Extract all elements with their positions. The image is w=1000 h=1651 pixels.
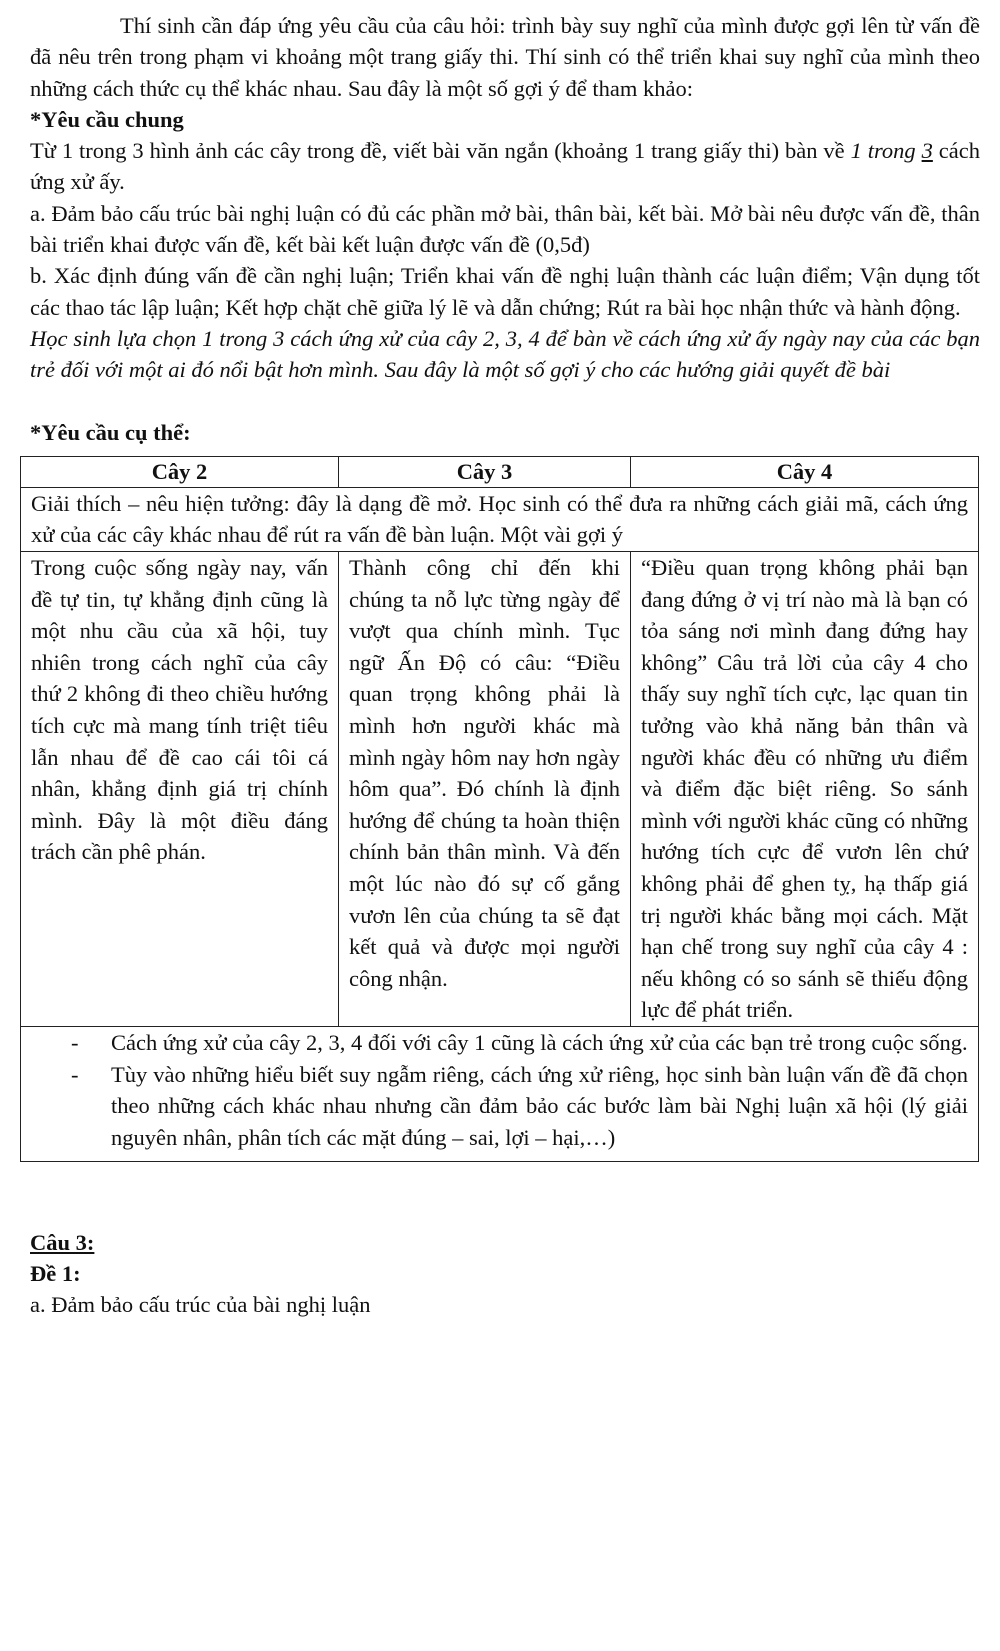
- note-text-2: Tùy vào những hiểu biết suy ngẫm riêng, cách ứng xử riêng, học sinh bàn luận vấn đề đã chọn theo những cách khác nhau nhưng cần đảm bảo các bước làm bài Nghị luận xã hội (lý giải nguyên nhân, phân tích các mặt đúng – sai, lợi – hại,…): [111, 1061, 968, 1150]
- list-item: [31, 1027, 968, 1059]
- general-line-1-underlined-number: 3: [921, 138, 933, 164]
- general-item-a: a. Đảm bảo cấu trúc bài nghị luận có đủ các phần mở bài, thân bài, kết bài. Mở bài nêu được vấn đề, thân bài triển khai được vấn đề, kết bài kết luận được vấn đề (0,5đ): [30, 200, 980, 258]
- general-italic-note: Học sinh lựa chọn 1 trong 3 cách ứng xử của cây 2, 3, 4 để bàn về cách ứng xử ấy ngày nay của các bạn trẻ đối với một ai đó nổi bật hơn mình. Sau đây là một số gợi ý cho các hướng giải quyết đề bài: [30, 325, 980, 383]
- spacer: [30, 386, 980, 417]
- note-text-1: Cách ứng xử của cây 2, 3, 4 đối với cây 1 cũng là cách ứng xử của các bạn trẻ trong cuộc sống.: [111, 1029, 968, 1055]
- document-page: [30, 10, 980, 1320]
- general-line-1: [30, 135, 980, 198]
- cau-3-item-a: a. Đảm bảo cấu trúc của bài nghị luận: [30, 1292, 371, 1318]
- general-requirements-heading: *Yêu cầu chung: [30, 106, 184, 132]
- dash-marker: -: [71, 1029, 79, 1055]
- answer-table: [20, 456, 979, 1162]
- list-item: [31, 1059, 968, 1154]
- general-item-b: b. Xác định đúng vấn đề cần nghị luận; Triển khai vấn đề nghị luận thành các luận điểm; Vận dụng tốt các thao tác lập luận; Kết hợp chặt chẽ giữa lý lẽ và dẫn chứng; Rút ra bài học nhận thức và hành động.: [30, 263, 980, 320]
- de-1-heading: Đề 1:: [30, 1261, 81, 1287]
- header-cay-4: Cây 4: [631, 456, 979, 487]
- general-line-1-italic: [851, 138, 933, 163]
- header-cay-3: Cây 3: [339, 456, 631, 487]
- cay-3-cell: Thành công chỉ đến khi chúng ta nỗ lực từng ngày để vượt qua chính mình. Tục ngữ Ấn Độ có câu: “Điều quan trọng không phải là mình hơn người khác mà mình ngày hôm nay hơn ngày hôm qua”. Đó chính là định hướng để chúng ta hoàn thiện chính bản thân mình. Và đến một lúc nào đó sự cố gắng vươn lên của chúng ta sẽ đạt kết quả và được mọi người công nhận.: [339, 552, 631, 1027]
- table-header-row: [21, 456, 979, 487]
- notes-cell: [21, 1026, 979, 1161]
- intro-paragraph: Thí sinh cần đáp ứng yêu cầu của câu hỏi: trình bày suy nghĩ của mình được gợi lên từ vấn đề đã nêu trên trong phạm vi khoảng một trang giấy thi. Thí sinh có thể triển khai suy nghĩ của mình theo những cách thức cụ thể khác nhau. Sau đây là một số gợi ý để tham khảo:: [30, 13, 980, 101]
- general-line-1-text-b: cách ứng xử ấy.: [30, 138, 980, 195]
- table-explain-row: [21, 487, 979, 551]
- notes-list: [31, 1027, 968, 1153]
- table-content-row: [21, 552, 979, 1027]
- cau-3-heading: Câu 3:: [30, 1230, 95, 1256]
- general-line-1-italic-a: 1 trong: [850, 138, 922, 164]
- general-line-1-text-a: Từ 1 trong 3 hình ảnh các cây trong đề, viết bài văn ngắn (khoảng 1 trang giấy thi) bàn về: [30, 138, 851, 164]
- specific-requirements-heading: *Yêu cầu cụ thể:: [30, 419, 191, 445]
- cay-2-cell: Trong cuộc sống ngày nay, vấn đề tự tin, tự khẳng định cũng là một nhu cầu của xã hội, tuy nhiên trong cách nghĩ của cây thứ 2 không đi theo chiều hướng tích cực mà mang tính triệt tiêu lẫn nhau để đề cao cái tôi cá nhân, khẳng định giá trị chính mình. Đây là một điều đáng trách cần phê phán.: [21, 552, 339, 1027]
- explain-cell: Giải thích – nêu hiện tưởng: đây là dạng đề mở. Học sinh có thể đưa ra những cách giải mã, cách ứng xử của các cây khác nhau để rút ra vấn đề bàn luận. Một vài gợi ý: [21, 487, 979, 551]
- table-notes-row: [21, 1026, 979, 1161]
- cay-4-cell: “Điều quan trọng không phải bạn đang đứng ở vị trí nào mà là bạn có tỏa sáng nơi mình đang đứng hay không” Câu trả lời của cây 4 cho thấy suy nghĩ tích cực, lạc quan tin tưởng vào khả năng bản thân và người khác đều có những ưu điểm và điểm đặc biệt riêng. So sánh mình với người khác cũng có những hướng tích cực để vươn lên chứ không phải để ghen tỵ, hạ thấp giá trị người khác bằng mọi cách. Mặt hạn chế trong suy nghĩ của cây 4 : nếu không có so sánh sẽ thiếu động lực để phát triển.: [631, 552, 979, 1027]
- header-cay-2: Cây 2: [21, 456, 339, 487]
- dash-marker: -: [71, 1061, 79, 1087]
